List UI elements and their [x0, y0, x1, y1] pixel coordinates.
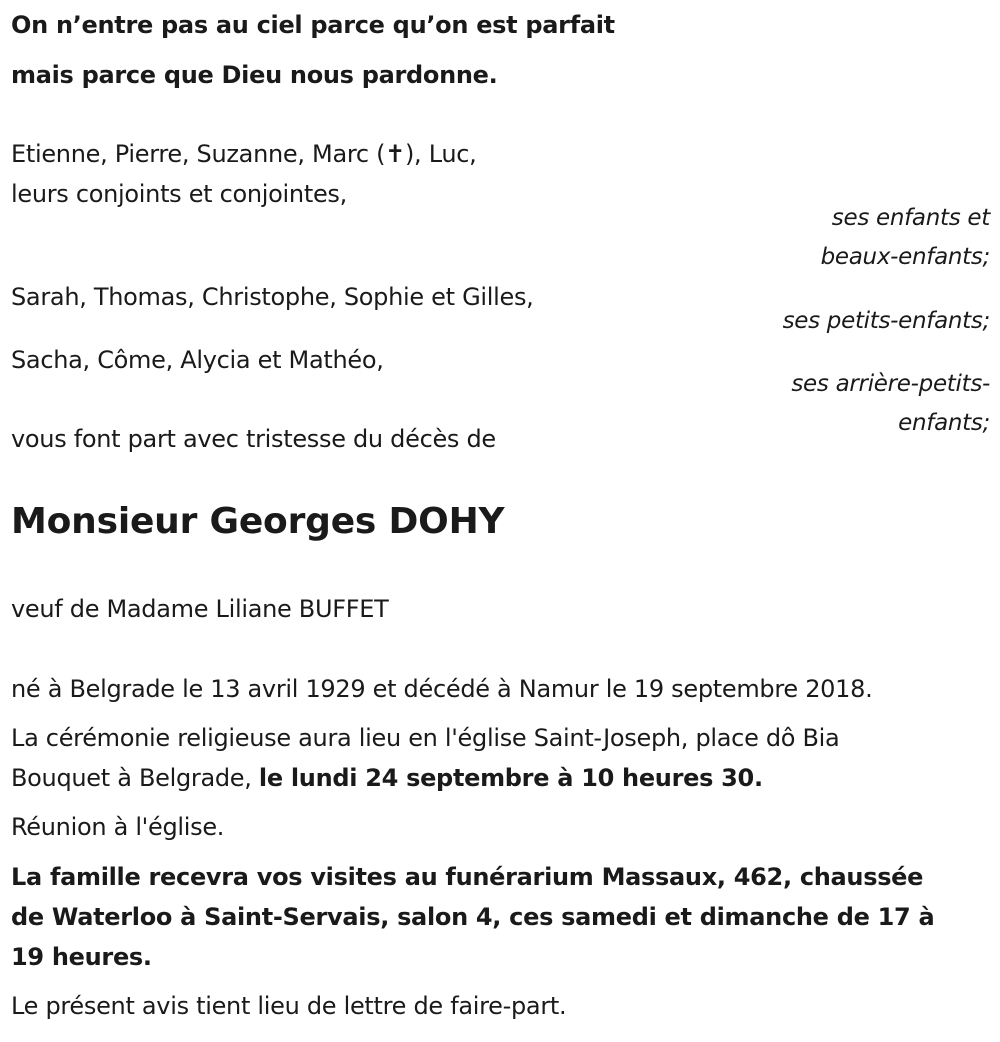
greatgrandchildren-names: Sacha, Côme, Alycia et Mathéo, — [11, 346, 384, 374]
children-names: Etienne, Pierre, Suzanne, Marc (✝), Luc, — [11, 140, 477, 168]
closing-note: Le présent avis tient lieu de lettre de faire-part. — [11, 992, 567, 1020]
meeting-place: Réunion à l'église. — [11, 813, 225, 841]
visits-line-2: de Waterloo à Saint-Servais, salon 4, ces samedi et dimanche de 17 à — [11, 903, 935, 931]
children-role-line-1: ses enfants et — [831, 205, 990, 231]
greatgrandchildren-role-line-2: enfants; — [898, 410, 990, 436]
widower-of: veuf de Madame Liliane BUFFET — [11, 595, 389, 623]
children-spouses: leurs conjoints et conjointes, — [11, 180, 347, 208]
greatgrandchildren-role-line-1: ses arrière-petits- — [791, 371, 990, 397]
visits-line-1: La famille recevra vos visites au funérarium Massaux, 462, chaussée — [11, 863, 924, 891]
ceremony-location: Bouquet à Belgrade, — [11, 764, 259, 792]
birth-death: né à Belgrade le 13 avril 1929 et décédé à Namur le 19 septembre 2018. — [11, 675, 873, 703]
children-role-line-2: beaux-enfants; — [820, 244, 990, 270]
quote-line-2: mais parce que Dieu nous pardonne. — [11, 61, 498, 89]
grandchildren-names: Sarah, Thomas, Christophe, Sophie et Gilles, — [11, 283, 534, 311]
quote-line-1: On n’entre pas au ciel parce qu’on est parfait — [11, 11, 615, 39]
announcement: vous font part avec tristesse du décès de — [11, 425, 496, 453]
ceremony-line-1: La cérémonie religieuse aura lieu en l'église Saint-Joseph, place dô Bia — [11, 724, 840, 752]
ceremony-datetime: le lundi 24 septembre à 10 heures 30. — [258, 764, 763, 792]
ceremony-line-2 — [11, 758, 763, 798]
visits-line-3: 19 heures. — [11, 943, 152, 971]
grandchildren-role: ses petits-enfants; — [782, 308, 990, 334]
deceased-name: Monsieur Georges DOHY — [11, 501, 505, 542]
